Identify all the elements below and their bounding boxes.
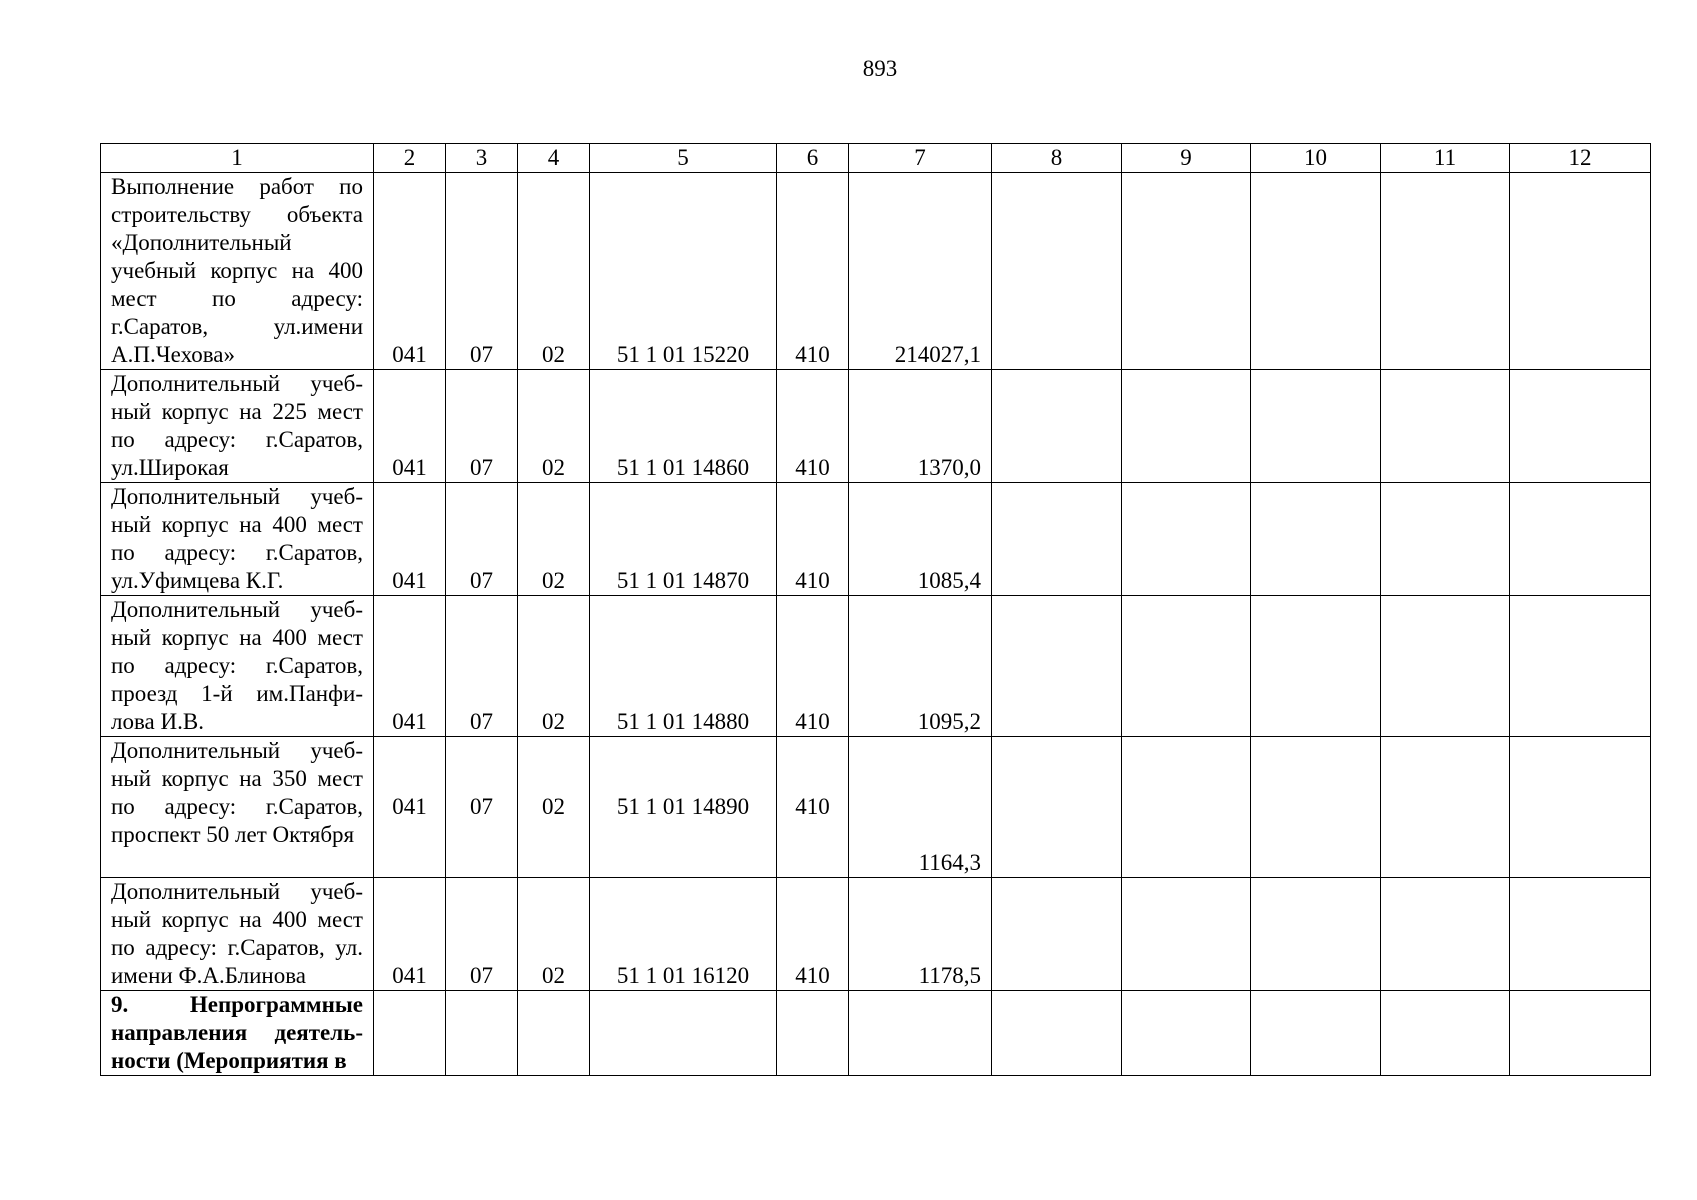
section-heading: 9. Непрограммные направления деятельности (Мероприятия в (101, 991, 374, 1076)
column-header: 3 (446, 144, 518, 173)
empty-cell (1251, 596, 1381, 737)
empty-cell (1510, 370, 1651, 483)
amount: 1085,4 (849, 483, 992, 596)
empty-cell (992, 596, 1122, 737)
expense-type-code: 410 (777, 173, 849, 370)
empty-cell (1381, 596, 1510, 737)
section-code: 07 (446, 737, 518, 878)
empty-cell (590, 991, 777, 1076)
section-code: 07 (446, 878, 518, 991)
target-article-code: 51 1 01 14880 (590, 596, 777, 737)
empty-cell (1251, 173, 1381, 370)
empty-cell (1510, 878, 1651, 991)
empty-cell (446, 991, 518, 1076)
target-article-code: 51 1 01 16120 (590, 878, 777, 991)
target-article-code: 51 1 01 14860 (590, 370, 777, 483)
empty-cell (992, 991, 1122, 1076)
page-number: 893 (862, 56, 898, 81)
row-description: Дополнительный учебный корпус на 400 мест по адресу: г.Саратов, ул. имени Ф.А.Блинова (101, 878, 374, 991)
section-code: 07 (446, 173, 518, 370)
row-description: Дополнительный учебный корпус на 350 мест по адресу: г.Саратов, проспект 50 лет Октября (101, 737, 374, 878)
column-header: 8 (992, 144, 1122, 173)
section-code: 07 (446, 596, 518, 737)
empty-cell (1122, 370, 1251, 483)
empty-cell (849, 991, 992, 1076)
empty-cell (518, 991, 590, 1076)
empty-cell (1381, 370, 1510, 483)
amount: 214027,1 (849, 173, 992, 370)
empty-cell (1510, 173, 1651, 370)
empty-cell (1122, 737, 1251, 878)
ministry-code: 041 (374, 596, 446, 737)
empty-cell (1122, 991, 1251, 1076)
expense-type-code: 410 (777, 737, 849, 878)
row-description: Дополнительный учебный корпус на 400 мест по адресу: г.Саратов, ул.Уфимцева К.Г. (101, 483, 374, 596)
empty-cell (1251, 737, 1381, 878)
column-header: 11 (1381, 144, 1510, 173)
empty-cell (1381, 991, 1510, 1076)
empty-cell (992, 370, 1122, 483)
empty-cell (1510, 596, 1651, 737)
empty-cell (1381, 173, 1510, 370)
table-row (101, 878, 1651, 991)
empty-cell (374, 991, 446, 1076)
empty-cell (992, 483, 1122, 596)
empty-cell (1122, 596, 1251, 737)
subsection-code: 02 (518, 737, 590, 878)
empty-cell (1122, 173, 1251, 370)
table-row (101, 596, 1651, 737)
expense-type-code: 410 (777, 878, 849, 991)
column-header: 5 (590, 144, 777, 173)
row-description: Дополнительный учебный корпус на 225 мест по адресу: г.Саратов, ул.Широкая (101, 370, 374, 483)
table-header-row (101, 144, 1651, 173)
subsection-code: 02 (518, 483, 590, 596)
empty-cell (777, 991, 849, 1076)
empty-cell (1510, 991, 1651, 1076)
table-row (101, 991, 1651, 1076)
empty-cell (1122, 878, 1251, 991)
budget-table (100, 143, 1651, 1076)
empty-cell (1251, 991, 1381, 1076)
empty-cell (1251, 483, 1381, 596)
subsection-code: 02 (518, 596, 590, 737)
empty-cell (1251, 370, 1381, 483)
column-header: 4 (518, 144, 590, 173)
column-header: 6 (777, 144, 849, 173)
table-row (101, 370, 1651, 483)
column-header: 10 (1251, 144, 1381, 173)
empty-cell (1510, 737, 1651, 878)
table-row (101, 173, 1651, 370)
amount: 1370,0 (849, 370, 992, 483)
table-row (101, 737, 1651, 878)
row-description: Выполнение работ по строительству объекта «Дополнительный учебный корпус на 400 мест по адресу: г.Саратов, ул.имени А.П.Чехова» (101, 173, 374, 370)
target-article-code: 51 1 01 15220 (590, 173, 777, 370)
empty-cell (1381, 483, 1510, 596)
empty-cell (992, 173, 1122, 370)
empty-cell (992, 878, 1122, 991)
empty-cell (1381, 737, 1510, 878)
subsection-code: 02 (518, 878, 590, 991)
amount: 1164,3 (849, 737, 992, 878)
subsection-code: 02 (518, 173, 590, 370)
ministry-code: 041 (374, 483, 446, 596)
expense-type-code: 410 (777, 370, 849, 483)
ministry-code: 041 (374, 737, 446, 878)
table-row (101, 483, 1651, 596)
empty-cell (1251, 878, 1381, 991)
target-article-code: 51 1 01 14890 (590, 737, 777, 878)
amount: 1095,2 (849, 596, 992, 737)
column-header: 2 (374, 144, 446, 173)
row-description: Дополнительный учебный корпус на 400 мест по адресу: г.Саратов, проезд 1-й им.Панфилова И.В. (101, 596, 374, 737)
ministry-code: 041 (374, 878, 446, 991)
ministry-code: 041 (374, 173, 446, 370)
column-header: 7 (849, 144, 992, 173)
section-code: 07 (446, 483, 518, 596)
column-header: 12 (1510, 144, 1651, 173)
ministry-code: 041 (374, 370, 446, 483)
amount: 1178,5 (849, 878, 992, 991)
empty-cell (1122, 483, 1251, 596)
empty-cell (1510, 483, 1651, 596)
expense-type-code: 410 (777, 483, 849, 596)
empty-cell (1381, 878, 1510, 991)
expense-type-code: 410 (777, 596, 849, 737)
column-header: 9 (1122, 144, 1251, 173)
column-header: 1 (101, 144, 374, 173)
section-code: 07 (446, 370, 518, 483)
subsection-code: 02 (518, 370, 590, 483)
target-article-code: 51 1 01 14870 (590, 483, 777, 596)
empty-cell (992, 737, 1122, 878)
